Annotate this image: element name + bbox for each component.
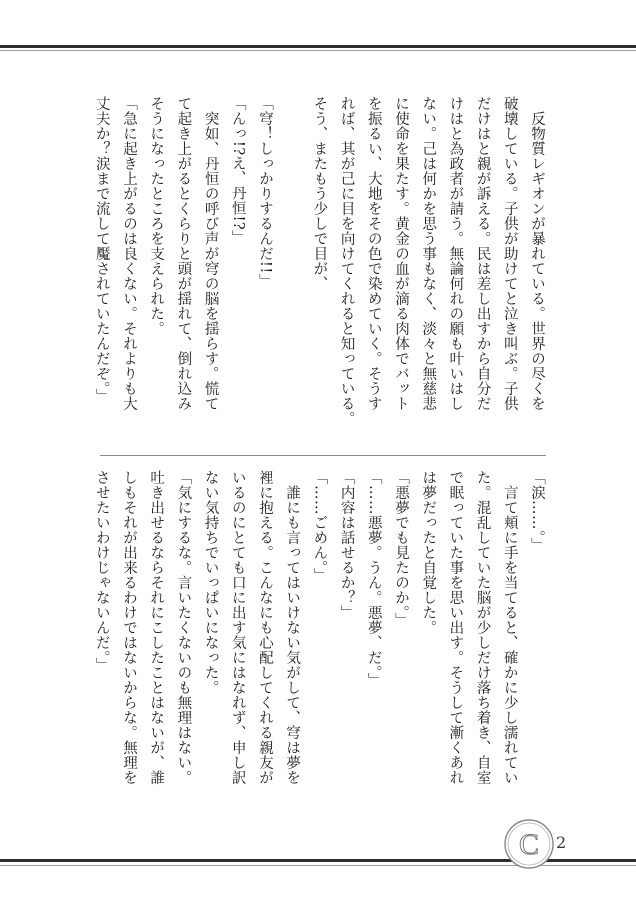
text-block-bottom bbox=[93, 470, 550, 815]
text-line: 丈夫か？涙まで流して魘されていたんだぞ。」 bbox=[93, 96, 110, 404]
text-line: 突如、丹恒の呼び声が穹の脳を揺らす。慌て bbox=[202, 96, 219, 411]
text-line: けはと為政者が請う。無論何れの願も叶いはし bbox=[447, 96, 464, 411]
text-line: 反物質レギオンが暴れている。世界の尽くを bbox=[529, 96, 545, 411]
text-line: 「急に起き上がるのは良くない。それよりも大 bbox=[120, 96, 137, 411]
text-line: て起き上がるとくらりと頭が揺れて、倒れ込み bbox=[175, 96, 192, 411]
text-line: ない。己は何かを思う事もなく、淡々と無慈悲 bbox=[420, 96, 437, 411]
text-line: 「んっ!?え、丹恒!?」 bbox=[229, 96, 246, 246]
text-line: そう、またもう少しで目が、 bbox=[311, 96, 328, 291]
svg-text:C: C bbox=[518, 828, 540, 861]
text-line: で眠っていた事を思い出す。そうして漸くあれ bbox=[447, 470, 464, 785]
text-line: だけはと親が訴える。民は差し出すから自分だ bbox=[474, 96, 491, 411]
text-line: は夢だったと自覚した。 bbox=[420, 470, 437, 635]
page-number: 2 bbox=[556, 833, 567, 852]
text-line: を振るい、大地をその色で染めていく。そうす bbox=[365, 96, 382, 411]
text-line: 言て頬に手を当てると、確かに少し濡れてい bbox=[501, 470, 518, 785]
text-line: 誰にも言ってはいけない気がして、穹は夢を bbox=[284, 470, 301, 785]
text-line: 「……悪夢。うん。悪夢、だ。」 bbox=[365, 470, 382, 688]
text-line: ない気持ちでいっぱいになった。 bbox=[202, 470, 219, 695]
text-line: 破壊している。子供が助けてと泣き叫ぶ。子供 bbox=[501, 96, 518, 411]
top-rule-thin bbox=[0, 50, 636, 51]
text-line: 「穹！しっかりするんだ!!」 bbox=[256, 96, 273, 289]
text-line: 「気にするな。言いたくないのも無理はない。 bbox=[175, 470, 192, 785]
text-block-top bbox=[93, 96, 550, 441]
text-line: 「悪夢でも見たのか。」 bbox=[392, 470, 409, 628]
copyright-logo-icon bbox=[503, 818, 555, 870]
column-divider bbox=[100, 455, 546, 456]
top-rule bbox=[0, 45, 636, 48]
text-line: た。混乱していた脳が少しだけ落ち着き、自室 bbox=[474, 470, 491, 785]
text-line: 「涙……。」 bbox=[529, 470, 545, 553]
paragraph-gap bbox=[278, 96, 305, 441]
text-line: 裡に抱える。こんなにも心配してくれる親友が bbox=[256, 470, 273, 785]
text-line: いるのにとても口に出す気にはなれず、申し訳 bbox=[229, 470, 246, 785]
text-line: に使命を果たす。黄金の血が滴る肉体でバット bbox=[392, 96, 409, 411]
text-line: させたいわけじゃないんだ。」 bbox=[93, 470, 110, 673]
text-line: そうになったところを支えられた。 bbox=[148, 96, 165, 336]
text-line: 「内容は話せるか？」 bbox=[338, 470, 355, 620]
text-line: 「……ごめん。」 bbox=[311, 470, 328, 583]
text-line: 吐き出せるならそれにこしたことはないが、誰 bbox=[148, 470, 165, 785]
text-line: しもそれが出来るわけではないからな。無理を bbox=[120, 470, 137, 785]
text-line: れば、其が己に目を向けてくれると知っている。 bbox=[338, 96, 355, 426]
